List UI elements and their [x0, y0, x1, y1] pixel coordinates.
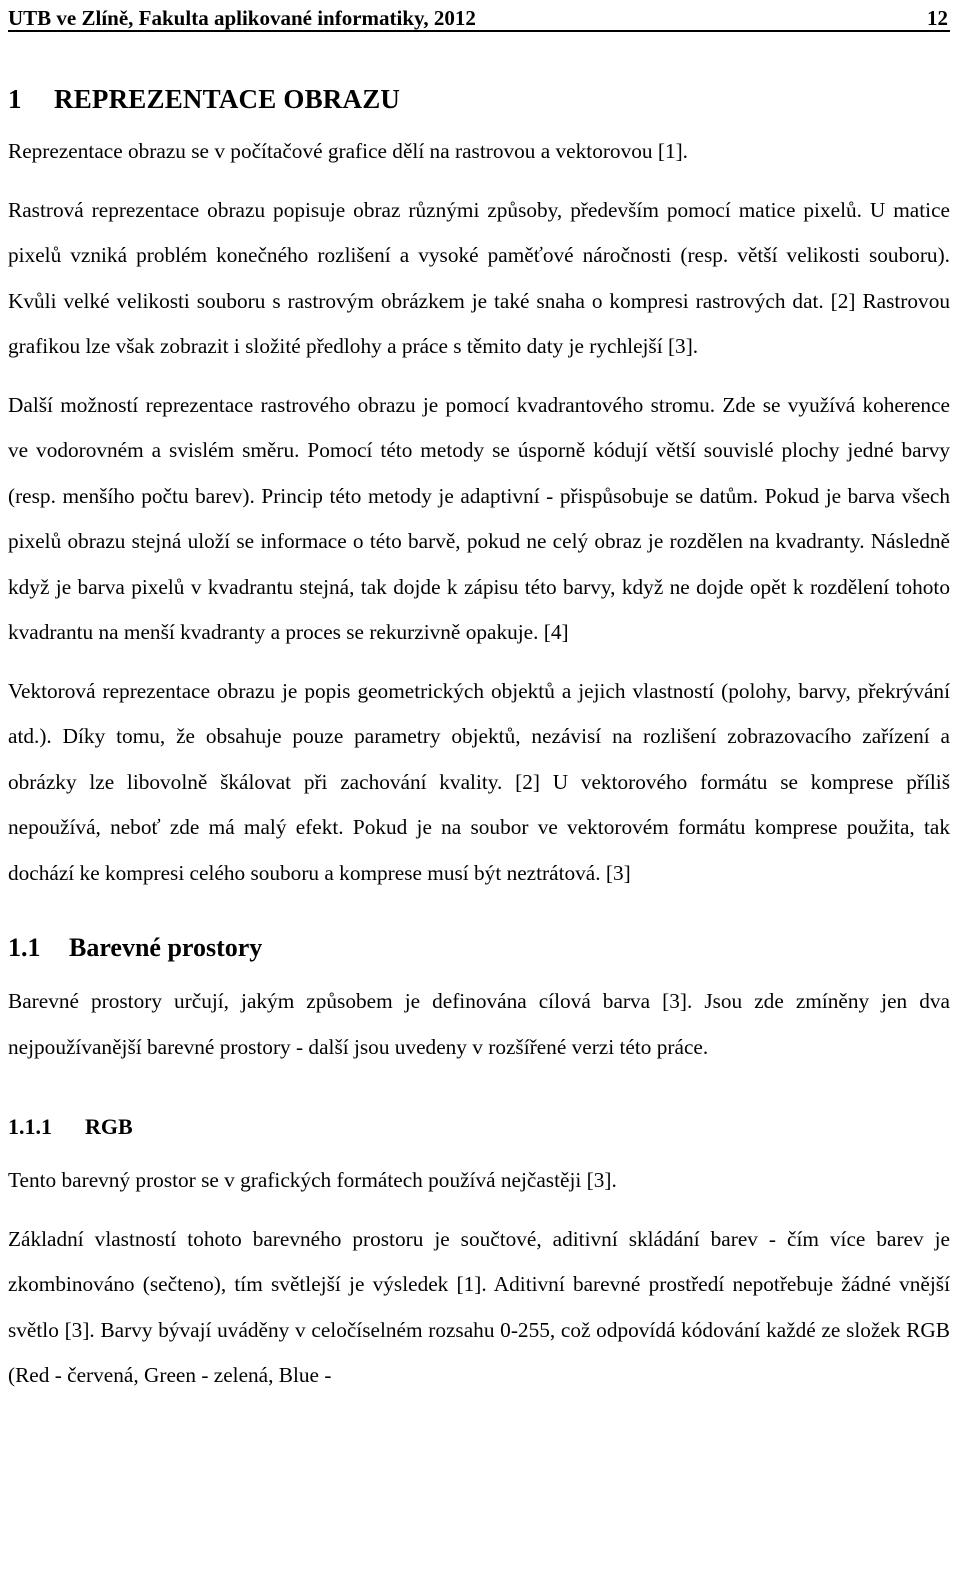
chapter-title: REPREZENTACE OBRAZU — [54, 84, 401, 114]
paragraph-vector: Vektorová reprezentace obrazu je popis geometrických objektů a jejich vlastností (polohy, barvy, překrývání atd.). Díky tomu, že obsahuje pouze parametry objektů, nezávisí na rozlišení zobrazovacího zařízení a obrázky lze libovolně škálovat při zachování kvality. [2] U vektorového formátu se komprese příliš nepoužívá, neboť zde má malý efekt. Pokud je na soubor ve vektorovém formátu komprese použita, tak dochází ke kompresi celého souboru a komprese musí být neztrátová. [3] — [8, 678, 950, 885]
paragraph-color-spaces: Barevné prostory určují, jakým způsobem je definována cílová barva [3]. Jsou zde zmíněny jen dva nejpoužívanější barevné prostory - další jsou uvedeny v rozšířené verzi této práce. — [8, 989, 950, 1059]
subsection-heading — [8, 1112, 950, 1142]
running-title: UTB ve Zlíně, Fakulta aplikované informatiky, 2012 — [8, 6, 476, 30]
paragraph-quadtree: Další možností reprezentace rastrového obrazu je pomocí kvadrantového stromu. Zde se využívá koherence ve vodorovném a svislém směru. Pomocí této metody se úsporně kódují větší souvislé plochy jedné barvy (resp. menšího počtu barev). Princip této metody je adaptivní - přispůsobuje se datům. Pokud je barva všech pixelů obrazu stejná uloží se informace o této barvě, pokud ne celý obraz je rozdělen na kvadranty. Následně když je barva pixelů v kvadrantu stejná, tak dojde k zápisu této barvy, když ne dojde opět k rozdělení tohoto kvadrantu na menší kvadranty a proces se rekurzivně opakuje. [4] — [8, 392, 950, 644]
paragraph-intro-1: Reprezentace obrazu se v počítačové grafice dělí na rastrovou a vektorovou [1]. — [8, 139, 689, 163]
page-number: 12 — [927, 6, 948, 30]
paragraph-rgb-1: Tento barevný prostor se v grafických formátech používá nejčastěji [3]. — [8, 1168, 617, 1192]
section-number: 1.1 — [8, 933, 41, 962]
paragraph-raster: Rastrová reprezentace obrazu popisuje obraz různými způsoby, především pomocí matice pixelů. U matice pixelů vzniká problém konečného rozlišení a vysoké paměťové náročnosti (resp. větší velikosti souboru). Kvůli velké velikosti souboru s rastrovým obrázkem je také snaha o kompresi rastrových dat. [2] Rastrovou grafikou lze však zobrazit i složité předlohy a práce s těmito daty je rychlejší [3]. — [8, 197, 950, 358]
subsection-number: 1.1.1 — [8, 1114, 52, 1139]
section-heading — [8, 930, 950, 966]
chapter-number: 1 — [8, 84, 22, 114]
running-header — [8, 0, 950, 32]
section-title: Barevné prostory — [69, 933, 263, 962]
chapter-heading — [8, 81, 950, 117]
paragraph-rgb-2: Základní vlastností tohoto barevného prostoru je součtové, aditivní skládání barev - čím více barev je zkombinováno (sečteno), tím světlejší je výsledek [1]. Aditivní barevné prostředí nepotřebuje žádné vnější světlo [3]. Barvy bývají uváděny v celočíselném rozsahu 0-255, což odpovídá kódování každé ze složek RGB (Red - červená, Green - zelená, Blue - — [8, 1226, 950, 1387]
subsection-title: RGB — [85, 1114, 133, 1139]
